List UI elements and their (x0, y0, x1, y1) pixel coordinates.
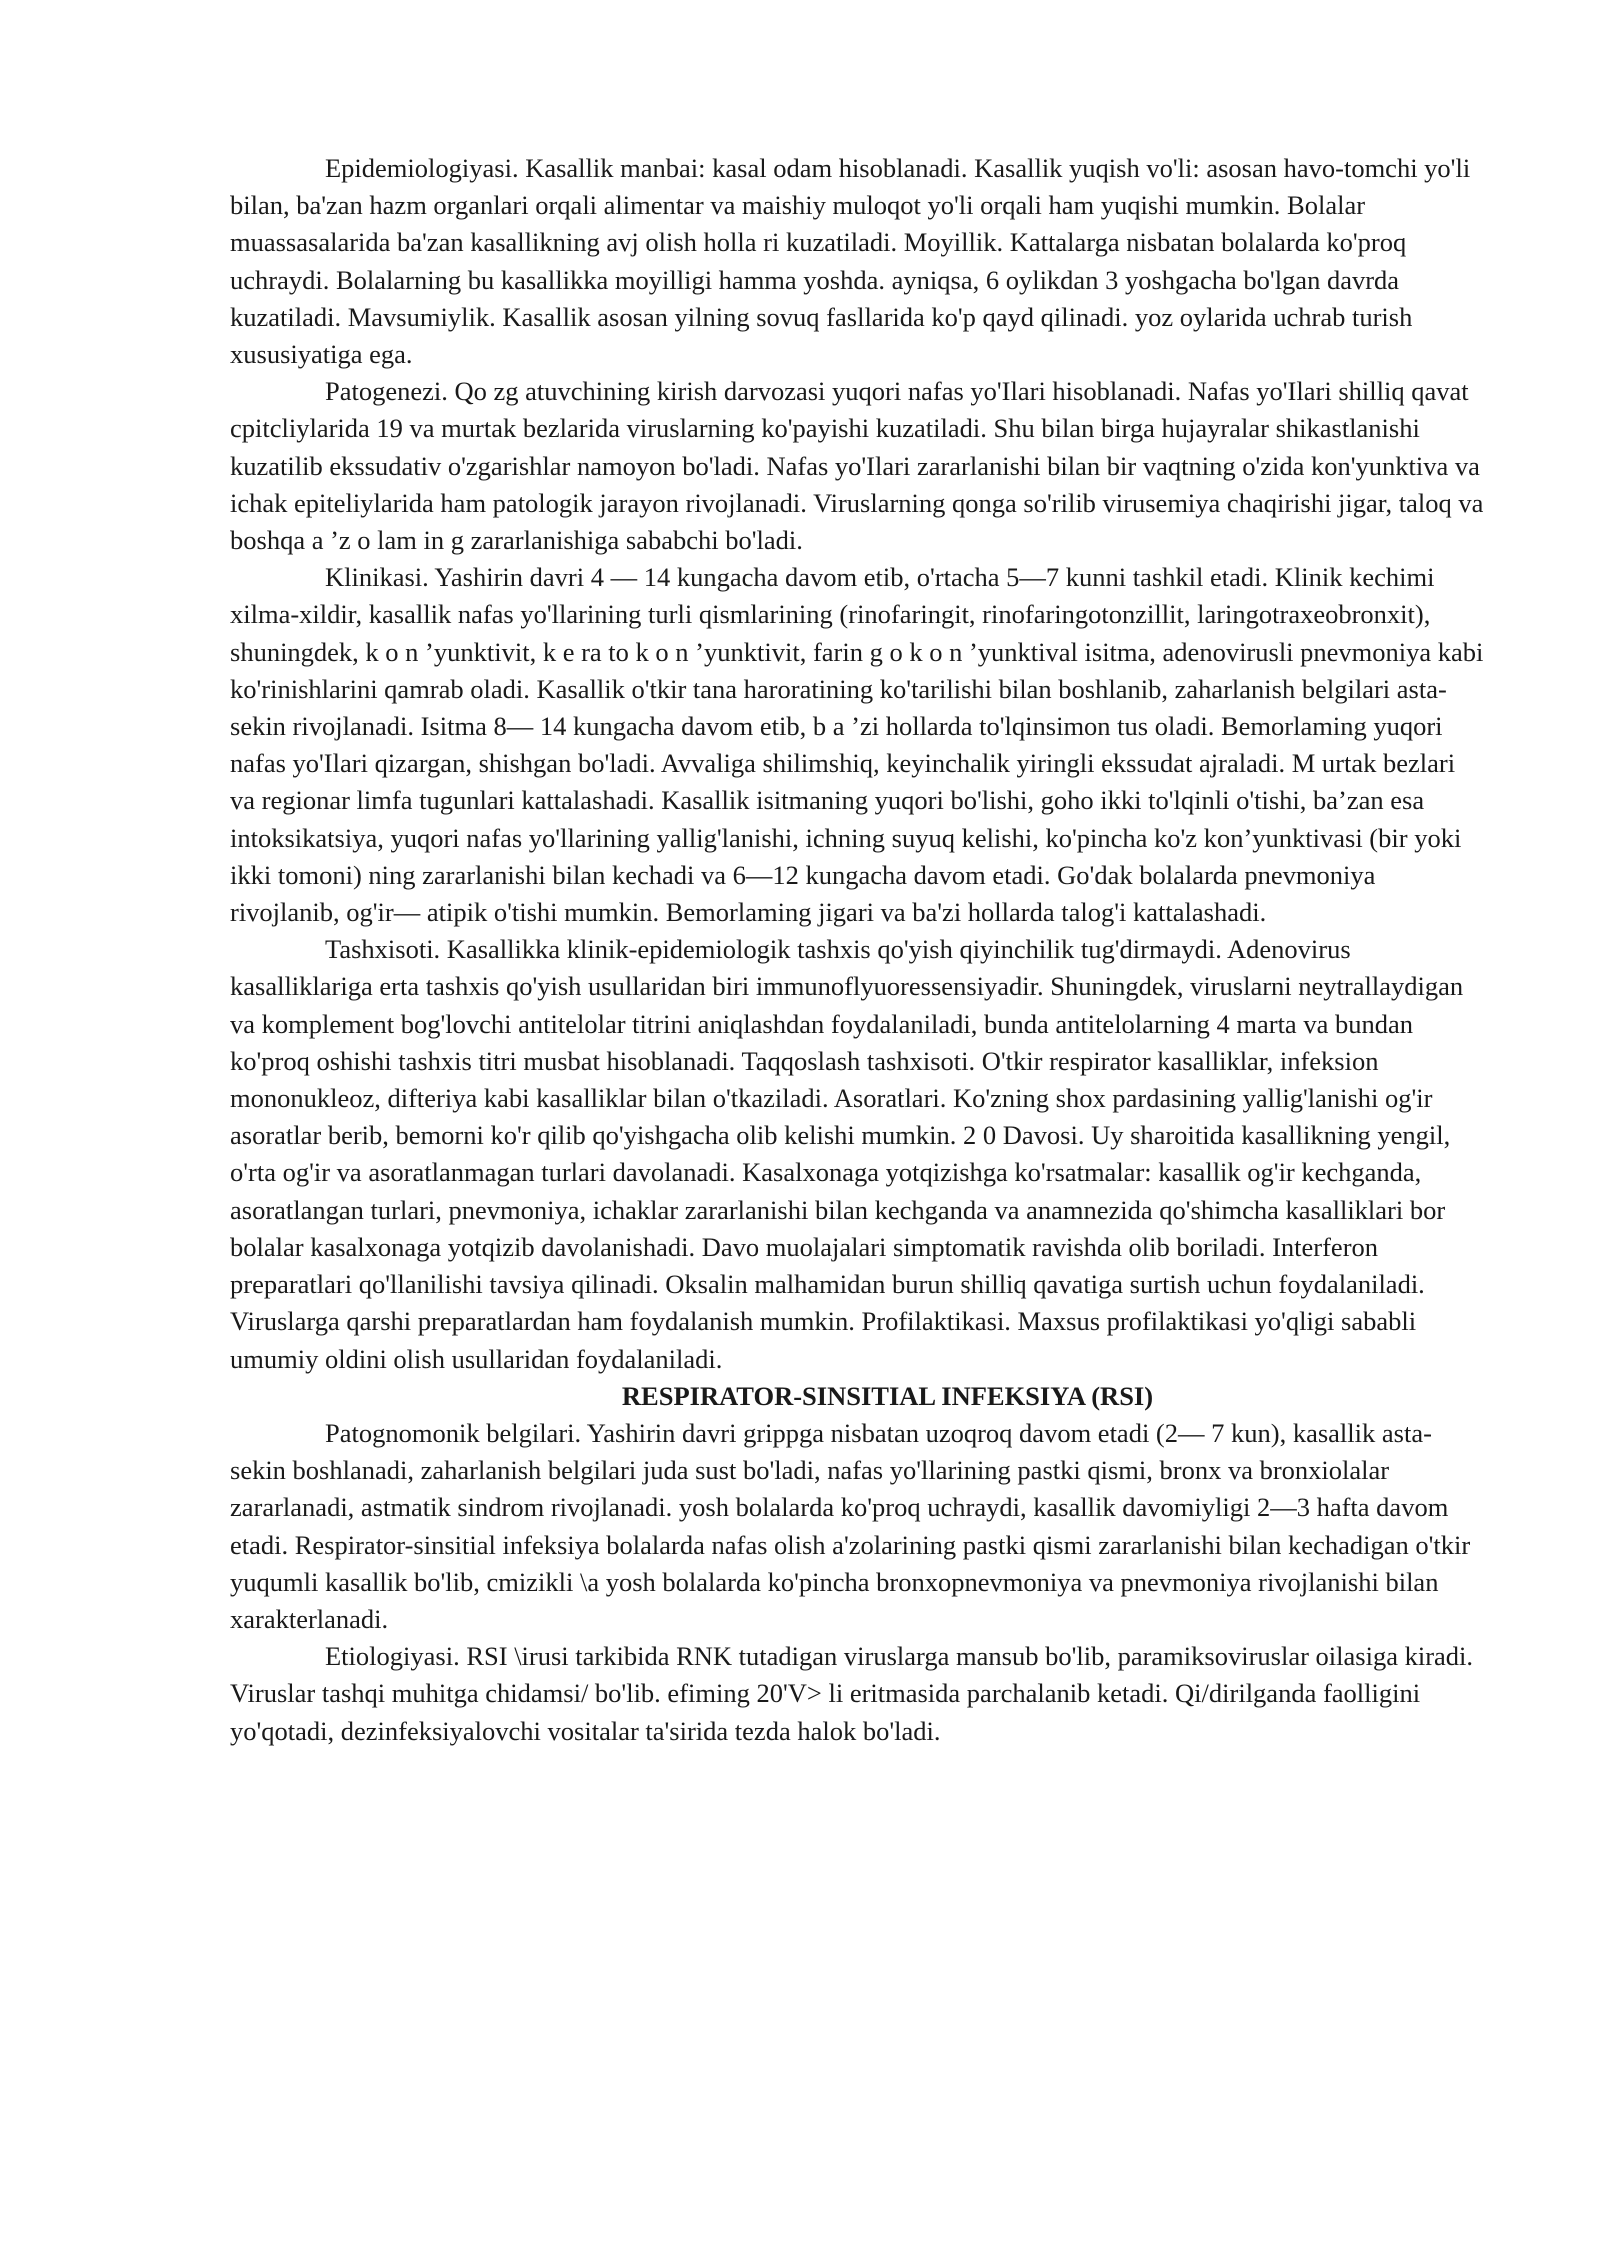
paragraph-tashxisoti: Tashxisoti. Kasallikka klinik-epidemiologik tashxis qo'yish qiyinchilik tug'dirmaydi. Adenovirus kasalliklariga erta tashxis qo'yish usullaridan biri immunoflyuoressensiyadir. Shuningdek, viruslarni neytrallaydigan va komplement bog'lovchi antitelolar titrini aniqlashdan foydalaniladi, bunda antitelolarning 4 marta va bundan ko'proq oshishi tashxis titri musbat hisoblanadi. Taqqoslash tashxisoti. O'tkir respirator kasalliklar, infeksion mononukleoz, difteriya kabi kasalliklar bilan o'tkaziladi. Asoratlari. Ko'zning shox pardasining yallig'lanishi og'ir asoratlar berib, bemorni ko'r qilib qo'yishgacha olib kelishi mumkin. 2 0 Davosi. Uy sharoitida kasallikning yengil, o'rta og'ir va asoratlanmagan turlari davolanadi. Kasalxonaga yotqizishga ko'rsatmalar: kasallik og'ir kechganda, asoratlangan turlari, pnevmoniya, ichaklar zararlanishi bilan kechganda va anamnezida qo'shimcha kasalliklari bor bolalar kasalxonaga yotqizib davolanishadi. Davo muolajalari simptomatik ravishda olib boriladi. Interferon preparatlari qo'llanilishi tavsiya qilinadi. Oksalin malhamidan burun shilliq qavatiga surtish uchun foydalaniladi. Viruslarga qarshi preparatlardan ham foydalanish mumkin. Profilaktikasi. Maxsus profilaktikasi yo'qligi sababli umumiy oldini olish usullaridan foydalaniladi. (230, 934, 1464, 1374)
document-page (230, 150, 1485, 1750)
paragraph-etiologiyasi: Etiologiyasi. RSI \irusi tarkibida RNK tutadigan viruslarga mansub bo'lib, paramiksoviruslar oilasiga kiradi. Viruslar tashqi muhitga chidamsi/ bo'lib. efiming 20'V> li eritmasida parchalanib ketadi. Qi/dirilganda faolligini yo'qotadi, dezinfeksiyalovchi vositalar ta'sirida tezda halok bo'ladi. (230, 1641, 1474, 1746)
paragraph-epidemiologiyasi: Epidemiologiyasi. Kasallik manbai: kasal odam hisoblanadi. Kasallik yuqish vo'li: asosan havo-tomchi yo'li bilan, ba'zan hazm organlari orqali alimentar va maishiy muloqot yo'li orqali ham yuqishi mumkin. Bolalar muassasalarida ba'zan kasallikning avj olish holla ri kuzatiladi. Moyillik. Kattalarga nisbatan bolalarda ko'proq uchraydi. Bolalarning bu kasallikka moyilligi hamma yoshda. ayniqsa, 6 oylikdan 3 yoshgacha bo'lgan davrda kuzatiladi. Mavsumiylik. Kasallik asosan yilning sovuq fasllarida ko'p qayd qilinadi. yoz oylarida uchrab turish xususiyatiga ega. (230, 153, 1471, 370)
section-heading: RESPIRATOR-SINSITIAL INFEKSIYA (RSI) (621, 1380, 1154, 1411)
paragraph-klinikasi: Klinikasi. Yashirin davri 4 — 14 kungacha davom etib, o'rtacha 5—7 kunni tashkil etadi. Klinik kechimi xilma-xildir, kasallik nafas yo'llarining turli qismlarining (rinofaringit, rinofaringotonzillit, laringotraxeobronxit), shuningdek, k o n ’yunktivit, k e ra to k o n ’yunktivit, farin g o k o n ’yunktival isitma, adenovirusli pnevmoniya kabi ko'rinishlarini qamrab oladi. Kasallik o'tkir tana haroratining ko'tarilishi bilan boshlanib, zaharlanish belgilari asta-sekin rivojlanadi. Isitma 8— 14 kungacha davom etib, b a ’zi hollarda to'lqinsimon tus oladi. Bemorlaming yuqori nafas yo'Ilari qizargan, shishgan bo'ladi. Avvaliga shilimshiq, keyinchalik yiringli ekssudat ajraladi. M urtak bezlari va regionar limfa tugunlari kattalashadi. Kasallik isitmaning yuqori bo'lishi, goho ikki to'lqinli o'tishi, ba’zan esa intoksikatsiya, yuqori nafas yo'llarining yallig'lanishi, ichning suyuq kelishi, ko'pincha ko'z kon’yunktivasi (bir yoki ikki tomoni) ning zararlanishi bilan kechadi va 6—12 kungacha davom etadi. Go'dak bolalarda pnevmoniya rivojlanib, og'ir— atipik o'tishi mumkin. Bemorlaming jigari va ba'zi hollarda talog'i kattalashadi. (230, 562, 1484, 928)
paragraph-patognomonik-belgilari: Patognomonik belgilari. Yashirin davri grippga nisbatan uzoqroq davom etadi (2— 7 kun), kasallik asta-sekin boshlanadi, zaharlanish belgilari juda sust bo'ladi, nafas yo'llarining pastki qismi, bronx va bronxiolalar zararlanadi, astmatik sindrom rivojlanadi. yosh bolalarda ko'proq uchraydi, kasallik davomiyligi 2—3 hafta davom etadi. Respirator-sinsitial infeksiya bolalarda nafas olish a'zolarining pastki qismi zararlanishi bilan kechadigan o'tkir yuqumli kasallik bo'lib, cmizikli \a yosh bolalarda ko'pincha bronxopnevmoniya va pnevmoniya rivojlanishi bilan xarakterlanadi. (230, 1417, 1471, 1634)
paragraph-patogenezi: Patogenezi. Qo zg atuvchining kirish darvozasi yuqori nafas yo'Ilari hisoblanadi. Nafas yo'Ilari shilliq qavat cpitcliylarida 19 va murtak bezlarida viruslarning ko'payishi kuzatiladi. Shu bilan birga hujayralar shikastlanishi kuzatilib ekssudativ o'zgarishlar namoyon bo'ladi. Nafas yo'Ilari zararlanishi bilan bir vaqtning o'zida kon'yunktiva va ichak epiteliylarida ham patologik jarayon rivojlanadi. Viruslarning qonga so'rilib virusemiya chaqirishi jigar, taloq va boshqa a ’z o lam in g zararlanishiga sababchi bo'ladi. (230, 376, 1484, 556)
